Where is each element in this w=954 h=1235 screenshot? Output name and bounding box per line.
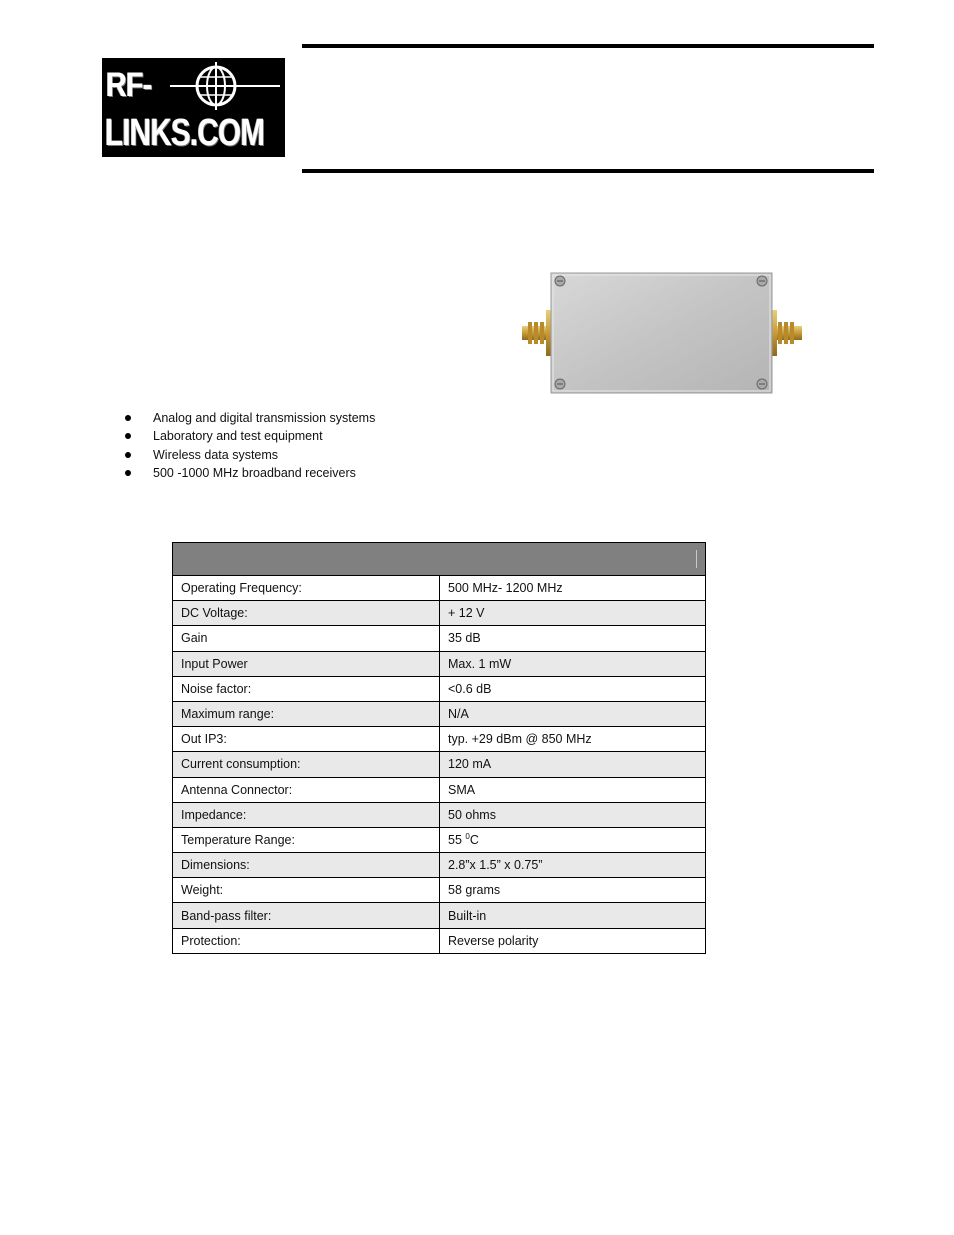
specifications-table	[172, 542, 706, 954]
company-logo	[102, 58, 285, 157]
table-row	[173, 777, 706, 802]
bullet-icon	[125, 470, 131, 476]
table-row	[173, 928, 706, 953]
table-row	[173, 576, 706, 601]
list-item: Analog and digital transmission systems	[122, 409, 375, 427]
spec-value: 120 mA	[440, 752, 706, 777]
table-row	[173, 752, 706, 777]
globe-crosshair-icon	[170, 62, 280, 110]
list-item: 500 -1000 MHz broadband receivers	[122, 464, 375, 482]
table-row	[173, 727, 706, 752]
spec-label: Operating Frequency:	[173, 576, 440, 601]
spec-value: 55 $^0$C	[440, 827, 706, 852]
logo-text-links-com: LINKS.COM	[105, 112, 265, 154]
spec-label: Gain	[173, 626, 440, 651]
spec-label: Protection:	[173, 928, 440, 953]
table-row	[173, 676, 706, 701]
table-row	[173, 701, 706, 726]
spec-label: Band-pass filter:	[173, 903, 440, 928]
spec-value: Reverse polarity	[440, 928, 706, 953]
spec-value: 35 dB	[440, 626, 706, 651]
spec-label: Current consumption:	[173, 752, 440, 777]
spec-value: + 12 V	[440, 601, 706, 626]
spec-value: Max. 1 mW	[440, 651, 706, 676]
spec-label: Weight:	[173, 878, 440, 903]
table-row	[173, 853, 706, 878]
table-row	[173, 903, 706, 928]
bullet-icon	[125, 433, 131, 439]
spec-label: Input Power	[173, 651, 440, 676]
table-row	[173, 802, 706, 827]
spec-label: Impedance:	[173, 802, 440, 827]
applications-list	[122, 409, 375, 482]
spec-label: Dimensions:	[173, 853, 440, 878]
table-header-cell	[173, 543, 706, 576]
spec-value: 500 MHz- 1200 MHz	[440, 576, 706, 601]
spec-label: Antenna Connector:	[173, 777, 440, 802]
spec-label: Maximum range:	[173, 701, 440, 726]
spec-value: <0.6 dB	[440, 676, 706, 701]
logo-text-rf: RF-	[106, 66, 152, 104]
table-row	[173, 878, 706, 903]
list-item: Laboratory and test equipment	[122, 427, 375, 445]
spec-value: SMA	[440, 777, 706, 802]
spec-label: Noise factor:	[173, 676, 440, 701]
list-item: Wireless data systems	[122, 446, 375, 464]
bullet-icon	[125, 452, 131, 458]
sma-connector-left-icon	[522, 310, 552, 356]
table-header-row	[173, 543, 706, 576]
spec-label: Out IP3:	[173, 727, 440, 752]
header-rule-top	[302, 44, 874, 48]
table-row	[173, 626, 706, 651]
table-row	[173, 601, 706, 626]
product-photo	[520, 270, 806, 396]
spec-value: Built-in	[440, 903, 706, 928]
bullet-icon	[125, 415, 131, 421]
spec-value: 50 ohms	[440, 802, 706, 827]
spec-label: Temperature Range:	[173, 827, 440, 852]
spec-value: 2.8”x 1.5” x 0.75”	[440, 853, 706, 878]
spec-value: 58 grams	[440, 878, 706, 903]
header-rule-bottom	[302, 169, 874, 173]
spec-label: DC Voltage:	[173, 601, 440, 626]
sma-connector-right-icon	[771, 310, 802, 356]
spec-value: typ. +29 dBm @ 850 MHz	[440, 727, 706, 752]
table-row	[173, 651, 706, 676]
spec-value: N/A	[440, 701, 706, 726]
table-row	[173, 827, 706, 852]
